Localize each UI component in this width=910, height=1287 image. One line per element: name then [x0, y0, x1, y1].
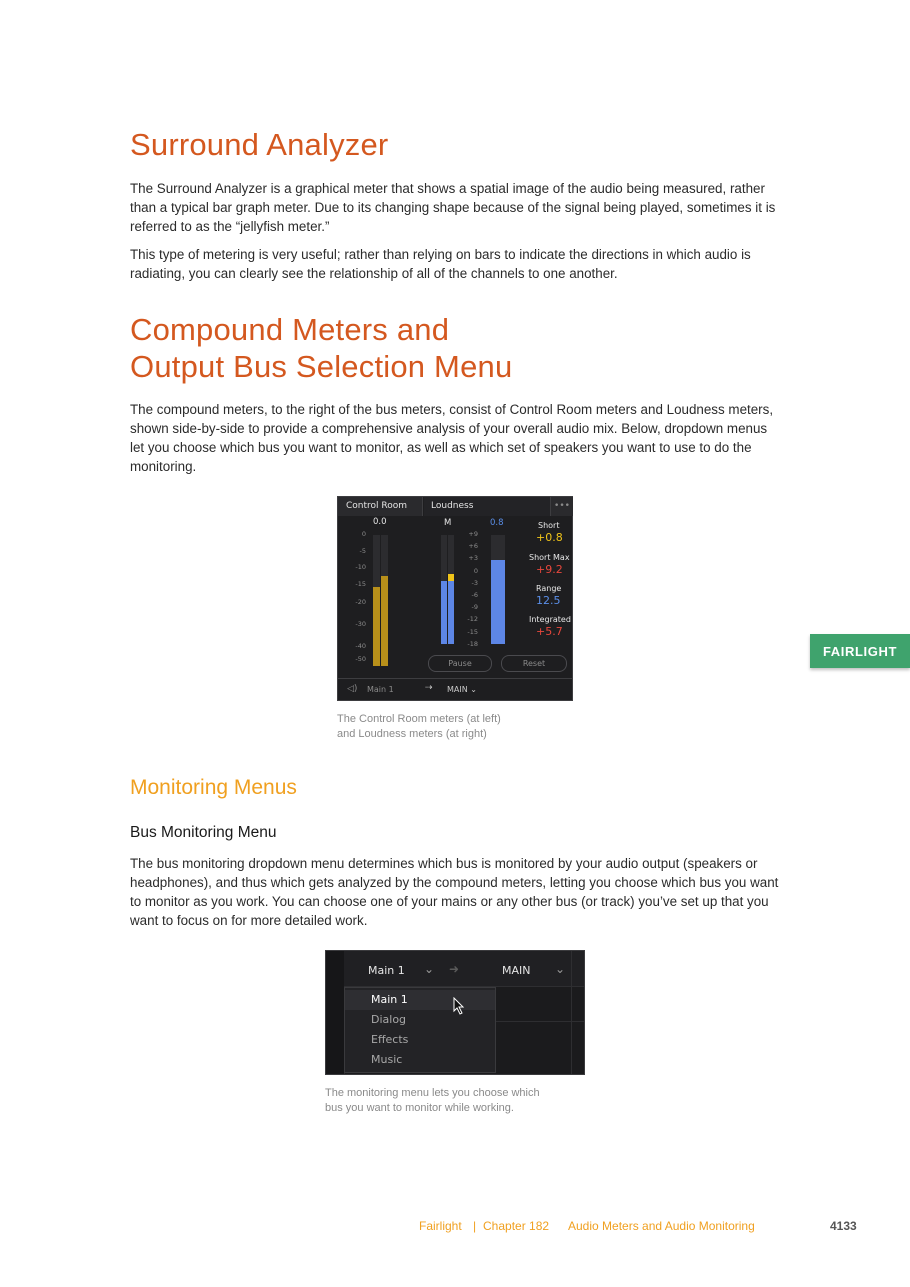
- surround-paragraph-2: This type of metering is very useful; rather than relying on bars to indicate the directions in which audio is radiating, you can clearly see the relationship of all of the channels to one another.: [130, 247, 751, 281]
- bus-monitoring-menu-figure: [325, 950, 585, 1075]
- loudness-scale-tick: +3: [468, 554, 478, 563]
- section-title-compound-meters: [130, 311, 512, 385]
- arrow-right-icon: ⇢: [425, 683, 433, 693]
- compound-paragraph-1: The compound meters, to the right of the bus meters, consist of Control Room meters and Loudness meters, shown side-by-side to provide a comprehensive analysis of your overall audio mix. Below, dropdown menus let you choose which bus you want to monitor, as well as which set of speakers you want to use to do the monitoring.: [130, 402, 774, 474]
- loudness-scale-tick: -12: [467, 615, 478, 624]
- chapter-side-tab[interactable]: FAIRLIGHT: [810, 634, 910, 668]
- footer-separator: |: [473, 1219, 477, 1233]
- loudness-scale-tick: +9: [468, 530, 478, 538]
- control-room-scale-tick: -10: [355, 563, 366, 571]
- chevron-down-icon[interactable]: ⌄: [555, 962, 566, 976]
- range-label: Range: [536, 584, 562, 593]
- control-room-scale-tick: -15: [355, 580, 366, 588]
- section-title-surround-analyzer: Surround Analyzer: [130, 127, 389, 162]
- title-line-1: Compound Meters and: [130, 312, 450, 347]
- footer-chapter-title: Audio Meters and Audio Monitoring: [568, 1219, 755, 1233]
- chevron-down-icon[interactable]: ⌄: [424, 962, 435, 976]
- integrated-value: +5.7: [536, 625, 563, 638]
- loudness-scale-tick: -9: [471, 603, 478, 612]
- loudness-scale-tick: -18: [467, 639, 478, 648]
- chevron-down-icon: ⌄: [470, 685, 477, 694]
- control-room-scale-tick: -30: [355, 620, 366, 628]
- tab-loudness[interactable]: Loudness: [424, 497, 550, 516]
- short-label: Short: [538, 521, 560, 530]
- loudness-scale-tick: 0: [473, 566, 478, 575]
- monitoring-paragraph-1: The bus monitoring dropdown menu determines which bus is monitored by your audio output (speakers or headphones), and thus which gets analyzed by the compound meters, letting you choose which bus you want to monitor as you work. You can choose one of your mains or any other bus (or track) you’ve set up that you want to focus on for more detailed work.: [130, 856, 779, 928]
- meter-caption: The Control Room meters (at left) and Loudness meters (at right): [337, 713, 501, 740]
- loudness-scale-tick: -6: [471, 591, 478, 599]
- loudness-readout: 0.8: [490, 518, 504, 528]
- pause-button[interactable]: Pause: [428, 655, 492, 672]
- loudness-scale-tick: -3: [471, 578, 478, 587]
- control-room-peak-readout: 0.0: [373, 517, 387, 527]
- menu-item-effects[interactable]: Effects: [371, 1033, 409, 1046]
- short-max-label: Short Max: [529, 553, 570, 562]
- reset-button[interactable]: Reset: [501, 655, 567, 672]
- page-number: 4133: [830, 1219, 857, 1233]
- range-value: 12.5: [536, 594, 561, 607]
- control-room-scale-tick: -50: [355, 655, 366, 663]
- momentary-label: M: [444, 518, 452, 528]
- mouse-cursor-icon: [453, 997, 465, 1015]
- menu-item-music[interactable]: Music: [371, 1053, 403, 1066]
- bus-dropdown-list: [344, 987, 496, 1073]
- speaker-select[interactable]: Main 1: [367, 685, 394, 694]
- integrated-label: Integrated: [529, 615, 571, 624]
- control-room-scale-tick: -5: [359, 547, 366, 555]
- tab-control-room[interactable]: Control Room: [338, 497, 423, 516]
- bus-select[interactable]: MAIN ⌄: [447, 685, 477, 694]
- short-max-value: +9.2: [536, 563, 563, 576]
- title-line-2: Output Bus Selection Menu: [130, 349, 513, 384]
- control-room-scale-tick: -40: [355, 642, 366, 650]
- control-room-scale-tick: -20: [355, 598, 366, 606]
- speaker-select-dropdown[interactable]: Main 1: [368, 964, 405, 977]
- speaker-icon: ◁): [347, 684, 358, 694]
- section-title-monitoring-menus: Monitoring Menus: [130, 776, 297, 799]
- subsection-title-bus-monitoring: Bus Monitoring Menu: [130, 824, 277, 841]
- bus-select-dropdown[interactable]: MAIN: [502, 964, 531, 977]
- menu-item-dialog[interactable]: Dialog: [371, 1013, 407, 1026]
- control-room-scale-tick: 0: [361, 530, 366, 538]
- short-value: +0.8: [536, 531, 563, 544]
- loudness-scale-tick: +6: [468, 542, 478, 551]
- menu-item-main-1[interactable]: Main 1: [345, 990, 495, 1010]
- more-options-icon[interactable]: •••: [550, 497, 573, 516]
- footer-chapter: Chapter 182: [483, 1219, 550, 1233]
- surround-paragraph-1: The Surround Analyzer is a graphical meter that shows a spatial image of the audio being measured, rather than a typical bar graph meter. Due to its changing shape because of the signal being played, sometimes it is referred to as the “jellyfish meter.”: [130, 181, 776, 234]
- compound-meters-figure: [337, 496, 573, 701]
- arrow-right-icon: ➜: [449, 962, 460, 976]
- menu-caption: The monitoring menu lets you choose which bus you want to monitor while working.: [325, 1087, 540, 1114]
- footer-section: Fairlight: [419, 1219, 462, 1233]
- loudness-scale-tick: -15: [467, 627, 478, 636]
